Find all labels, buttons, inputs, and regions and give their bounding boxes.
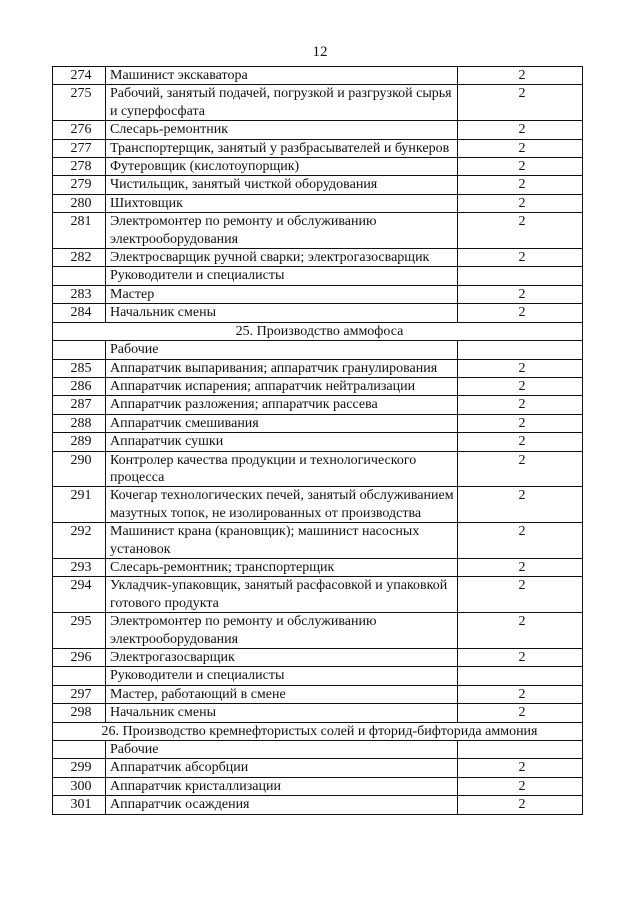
row-profession: Электромонтер по ремонту и обслуживанию электрооборудования	[106, 613, 458, 649]
row-profession: Аппаратчик смешивания	[106, 414, 458, 432]
row-profession: Аппаратчик разложения; аппаратчик рассева	[106, 396, 458, 414]
table-row	[53, 414, 583, 432]
table-body	[53, 67, 583, 815]
row-number	[53, 741, 106, 759]
row-profession: Руководители и специалисты	[106, 667, 458, 685]
row-profession: Машинист крана (крановщик); машинист насосных установок	[106, 523, 458, 559]
row-profession: Машинист экскаватора	[106, 67, 458, 85]
row-profession: Аппаратчик кристаллизации	[106, 777, 458, 795]
section-title: 26. Производство кремнефтористых солей и фторид-бифторида аммония	[53, 722, 583, 740]
row-number	[53, 267, 106, 285]
row-number: 300	[53, 777, 106, 795]
row-profession: Руководители и специалисты	[106, 267, 458, 285]
row-value: 2	[458, 649, 583, 667]
row-profession: Мастер, работающий в смене	[106, 685, 458, 703]
table-row	[53, 487, 583, 523]
row-value: 2	[458, 158, 583, 176]
table-row	[53, 433, 583, 451]
row-number: 283	[53, 285, 106, 303]
row-value: 2	[458, 704, 583, 722]
row-profession: Начальник смены	[106, 304, 458, 322]
row-number: 296	[53, 649, 106, 667]
row-number: 285	[53, 359, 106, 377]
row-value: 2	[458, 285, 583, 303]
row-profession: Слесарь-ремонтник; транспортерщик	[106, 558, 458, 576]
table-row	[53, 523, 583, 559]
row-profession: Укладчик-упаковщик, занятый расфасовкой и упаковкой готового продукта	[106, 577, 458, 613]
row-number: 289	[53, 433, 106, 451]
row-value: 2	[458, 194, 583, 212]
row-profession: Аппаратчик сушки	[106, 433, 458, 451]
row-profession: Контролер качества продукции и технологического процесса	[106, 451, 458, 487]
row-profession: Аппаратчик абсорбции	[106, 759, 458, 777]
row-number: 287	[53, 396, 106, 414]
row-value	[458, 741, 583, 759]
table-row	[53, 704, 583, 722]
table-row	[53, 667, 583, 685]
table-row	[53, 377, 583, 395]
row-number: 298	[53, 704, 106, 722]
row-profession: Транспортерщик, занятый у разбрасывателей и бункеров	[106, 139, 458, 157]
table-row	[53, 685, 583, 703]
row-number: 277	[53, 139, 106, 157]
row-number: 275	[53, 85, 106, 121]
table-row	[53, 341, 583, 359]
row-value: 2	[458, 613, 583, 649]
row-number: 288	[53, 414, 106, 432]
row-profession: Кочегар технологических печей, занятый обслуживанием мазутных топок, не изолированных от производства	[106, 487, 458, 523]
table-row	[53, 759, 583, 777]
row-number: 290	[53, 451, 106, 487]
row-profession: Электромонтер по ремонту и обслуживанию электрооборудования	[106, 213, 458, 249]
table-row	[53, 558, 583, 576]
table-row	[53, 741, 583, 759]
row-value: 2	[458, 558, 583, 576]
row-number: 292	[53, 523, 106, 559]
row-number: 284	[53, 304, 106, 322]
row-number: 276	[53, 121, 106, 139]
row-value: 2	[458, 414, 583, 432]
row-number: 282	[53, 249, 106, 267]
row-number: 293	[53, 558, 106, 576]
table-row	[53, 176, 583, 194]
row-value: 2	[458, 759, 583, 777]
row-number: 294	[53, 577, 106, 613]
row-profession: Чистильщик, занятый чисткой оборудования	[106, 176, 458, 194]
table-row	[53, 451, 583, 487]
table-row	[53, 359, 583, 377]
table-row	[53, 613, 583, 649]
row-number: 279	[53, 176, 106, 194]
page-number: 12	[312, 44, 328, 60]
row-value: 2	[458, 487, 583, 523]
row-value: 2	[458, 523, 583, 559]
row-value: 2	[458, 433, 583, 451]
row-profession: Мастер	[106, 285, 458, 303]
row-value	[458, 341, 583, 359]
table-row	[53, 777, 583, 795]
row-value: 2	[458, 139, 583, 157]
table-row	[53, 267, 583, 285]
row-profession: Аппаратчик выпаривания; аппаратчик гранулирования	[106, 359, 458, 377]
row-value: 2	[458, 85, 583, 121]
row-profession: Рабочий, занятый подачей, погрузкой и разгрузкой сырья и суперфосфата	[106, 85, 458, 121]
table-row	[53, 158, 583, 176]
row-profession: Начальник смены	[106, 704, 458, 722]
row-number: 280	[53, 194, 106, 212]
row-value: 2	[458, 359, 583, 377]
table-row	[53, 396, 583, 414]
row-value: 2	[458, 685, 583, 703]
row-value: 2	[458, 249, 583, 267]
row-value: 2	[458, 796, 583, 814]
table-row	[53, 285, 583, 303]
row-number: 278	[53, 158, 106, 176]
row-profession: Рабочие	[106, 741, 458, 759]
row-value: 2	[458, 67, 583, 85]
row-profession: Аппаратчик осаждения	[106, 796, 458, 814]
row-value: 2	[458, 777, 583, 795]
table-row	[53, 796, 583, 814]
row-profession: Аппаратчик испарения; аппаратчик нейтрализации	[106, 377, 458, 395]
row-profession: Шихтовщик	[106, 194, 458, 212]
table-row	[53, 121, 583, 139]
row-profession: Электросварщик ручной сварки; электрогазосварщик	[106, 249, 458, 267]
row-number: 297	[53, 685, 106, 703]
table-row	[53, 249, 583, 267]
row-value: 2	[458, 304, 583, 322]
row-profession: Рабочие	[106, 341, 458, 359]
table-row	[53, 67, 583, 85]
row-profession: Электрогазосварщик	[106, 649, 458, 667]
section-row	[53, 722, 583, 740]
table-row	[53, 649, 583, 667]
row-profession: Слесарь-ремонтник	[106, 121, 458, 139]
row-number	[53, 667, 106, 685]
row-value: 2	[458, 213, 583, 249]
table-row	[53, 194, 583, 212]
table-row	[53, 577, 583, 613]
table-row	[53, 139, 583, 157]
row-number: 301	[53, 796, 106, 814]
section-title: 25. Производство аммофоса	[53, 322, 583, 340]
row-value	[458, 667, 583, 685]
row-value: 2	[458, 577, 583, 613]
row-value: 2	[458, 451, 583, 487]
row-value	[458, 267, 583, 285]
row-value: 2	[458, 377, 583, 395]
row-number: 299	[53, 759, 106, 777]
row-number: 286	[53, 377, 106, 395]
section-row	[53, 322, 583, 340]
professions-table	[52, 66, 583, 815]
row-number	[53, 341, 106, 359]
row-number: 291	[53, 487, 106, 523]
row-number: 295	[53, 613, 106, 649]
row-value: 2	[458, 396, 583, 414]
row-value: 2	[458, 176, 583, 194]
row-profession: Футеровщик (кислотоупорщик)	[106, 158, 458, 176]
table-row	[53, 213, 583, 249]
table-row	[53, 85, 583, 121]
row-value: 2	[458, 121, 583, 139]
row-number: 274	[53, 67, 106, 85]
row-number: 281	[53, 213, 106, 249]
table-row	[53, 304, 583, 322]
